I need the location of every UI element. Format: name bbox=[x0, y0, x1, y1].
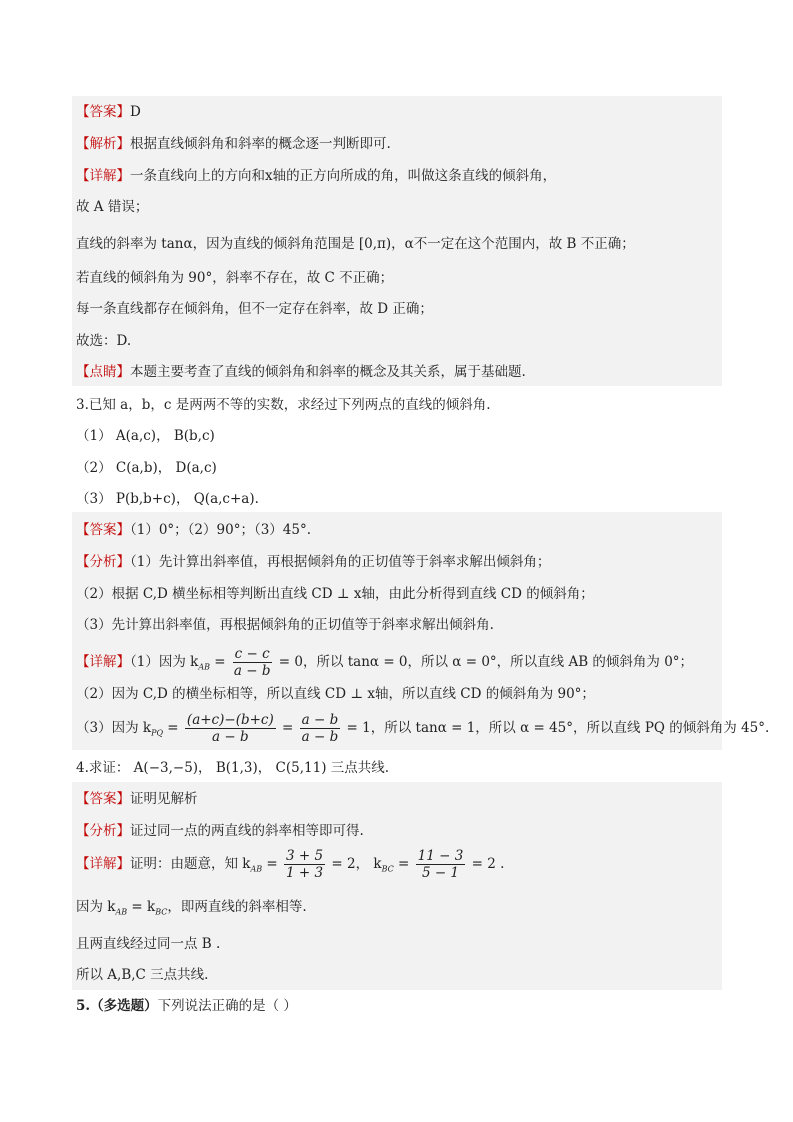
denominator: a − b bbox=[301, 729, 339, 745]
q3-analysis-2: （2）根据 C,D 横坐标相等判断出直线 CD ⊥ x轴，由此分析得到直线 CD 的倾斜角； bbox=[76, 586, 594, 602]
detail-tag: 【详解】 bbox=[76, 168, 130, 184]
q4-detail-1: 【详解】证明：由题意，知 $k_{AB}$ = $\frac{3 + 5}{1 + 3}$ = 2， $k_{BC}$ = $\frac{11 - 3}{5 - 1}$ = 2 . bbox=[76, 848, 505, 881]
analysis-tag: 【分析】 bbox=[76, 823, 130, 839]
answer-tag: 【答案】 bbox=[76, 522, 130, 538]
equals: = bbox=[262, 856, 283, 872]
denominator: 5 − 1 bbox=[421, 865, 460, 881]
q4-stem: 4.求证： A(−3,−5)， B(1,3)， C(5,11) 三点共线. bbox=[76, 760, 390, 776]
denominator: 1 + 3 bbox=[286, 865, 324, 881]
q3-part-3: （3） P(b,b+c)， Q(a,c+a). bbox=[76, 491, 259, 507]
detail-text: = 0，所以 tanα = 0，所以 α = 0°，所以直线 AB 的倾斜角为 0°； bbox=[274, 654, 694, 670]
detail-tag: 【详解】 bbox=[76, 654, 130, 670]
detail-tag: 【详解】 bbox=[76, 856, 130, 872]
denominator: a − b bbox=[233, 663, 271, 679]
subscript: BC bbox=[155, 907, 168, 917]
detail-text: ，即两直线的斜率相等. bbox=[167, 899, 307, 915]
subscript: PQ bbox=[151, 728, 164, 738]
q4-answer bbox=[76, 789, 198, 809]
detail-text: （1）因为 k bbox=[130, 654, 199, 670]
q2-analysis bbox=[76, 134, 391, 154]
analysis-tag: 【解析】 bbox=[76, 136, 130, 152]
q3-part-1: （1） A(a,c)， B(b,c) bbox=[76, 428, 215, 444]
q4-detail-2 bbox=[76, 897, 307, 923]
question-number: 5. bbox=[76, 998, 91, 1014]
subscript: AB bbox=[250, 864, 263, 874]
question-type: （多选题） bbox=[90, 998, 158, 1014]
q2-detail-5: 每一条直线都存在倾斜角，但不一定存在斜率，故 D 正确； bbox=[76, 301, 433, 317]
q3-detail-1 bbox=[76, 644, 693, 686]
numerator: 3 + 5 bbox=[286, 848, 324, 864]
q3-analysis-1 bbox=[76, 552, 550, 572]
q3-analysis-3: （3）先计算出斜率值，再根据倾斜角的正切值等于斜率求解出倾斜角. bbox=[76, 617, 494, 633]
q4-detail-3: 且两直线经过同一点 B . bbox=[76, 936, 221, 952]
q2-detail-3: 直线的斜率为 tanα，因为直线的倾斜角范围是 [0,π)，α不一定在这个范围内，故 B 不正确； bbox=[76, 236, 635, 252]
q3-answer bbox=[76, 520, 311, 540]
q4-analysis bbox=[76, 821, 364, 841]
fraction bbox=[232, 646, 273, 679]
detail-text: 一条直线向上的方向和x轴的正方向所成的角，叫做这条直线的倾斜角， bbox=[130, 168, 557, 184]
answer-text: 证明见解析 bbox=[130, 791, 198, 807]
detail-text: = k bbox=[127, 899, 156, 915]
q3-detail-3: （3）因为 $k_{PQ}$ = $\frac{(a+c)-(b+c)}{a - b}$ = $\frac{a - b}{a - b}$ = 1，所以 tanα = 1，所以 α = 45°，所以直线 PQ 的倾斜角为 45°. bbox=[76, 712, 770, 745]
q3-detail-2: （2）因为 C,D 的横坐标相等，所以直线 CD ⊥ x轴，所以直线 CD 的倾斜角为 90°； bbox=[76, 686, 595, 702]
q2-detail-6: 故选：D. bbox=[76, 333, 132, 349]
q2-detail-1 bbox=[76, 166, 556, 186]
fraction bbox=[416, 848, 466, 881]
question-text: 下列说法正确的是（ ） bbox=[157, 998, 297, 1014]
q3-stem: 3.已知 a，b，c 是两两不等的实数，求经过下列两点的直线的倾斜角. bbox=[76, 397, 491, 413]
analysis-text: 根据直线倾斜角和斜率的概念逐一判断即可. bbox=[130, 136, 391, 152]
q3-part-2: （2） C(a,b)， D(a,c) bbox=[76, 460, 217, 476]
analysis-text: 证过同一点的两直线的斜率相等即可得. bbox=[130, 823, 364, 839]
comment-tag: 【点睛】 bbox=[76, 364, 130, 380]
q2-detail-4: 若直线的倾斜角为 90°，斜率不存在，故 C 不正确； bbox=[76, 270, 394, 286]
detail-text: = 1，所以 tanα = 1，所以 α = 45°，所以直线 PQ 的倾斜角为 45°. bbox=[342, 720, 770, 736]
fraction bbox=[300, 712, 341, 745]
q2-answer bbox=[76, 102, 141, 122]
q2-comment bbox=[76, 362, 526, 382]
subscript: BC bbox=[381, 864, 394, 874]
detail-text: （3）因为 k bbox=[76, 720, 152, 736]
detail-text: = 2， k bbox=[327, 856, 382, 872]
numerator: c − c bbox=[234, 646, 270, 662]
analysis-text: （1）先计算出斜率值，再根据倾斜角的正切值等于斜率求解出倾斜角； bbox=[130, 554, 551, 570]
equals: = bbox=[163, 720, 183, 736]
subscript: AB bbox=[115, 907, 128, 917]
q4-detail-4: 所以 A,B,C 三点共线. bbox=[76, 967, 209, 983]
detail-text: 因为 k bbox=[76, 899, 116, 915]
detail-text: 证明：由题意，知 k bbox=[130, 856, 251, 872]
comment-text: 本题主要考查了直线的倾斜角和斜率的概念及其关系，属于基础题. bbox=[130, 364, 526, 380]
answer-tag: 【答案】 bbox=[76, 791, 130, 807]
q2-detail-2: 故 A 错误； bbox=[76, 199, 149, 215]
fraction bbox=[284, 848, 325, 881]
analysis-tag: 【分析】 bbox=[76, 554, 130, 570]
q5-stem bbox=[76, 996, 297, 1016]
fraction bbox=[185, 712, 276, 745]
subscript: AB bbox=[198, 662, 210, 672]
denominator: a − b bbox=[212, 729, 249, 745]
numerator: 11 − 3 bbox=[417, 848, 464, 864]
answer-text: D bbox=[130, 104, 141, 120]
answer-text: （1）0°；（2）90°；（3）45°. bbox=[130, 522, 312, 538]
detail-text: = 2 . bbox=[467, 856, 505, 872]
numerator: (a+c)−(b+c) bbox=[186, 712, 274, 728]
equals: = bbox=[209, 654, 230, 670]
numerator: a − b bbox=[301, 712, 339, 728]
answer-tag: 【答案】 bbox=[76, 104, 130, 120]
